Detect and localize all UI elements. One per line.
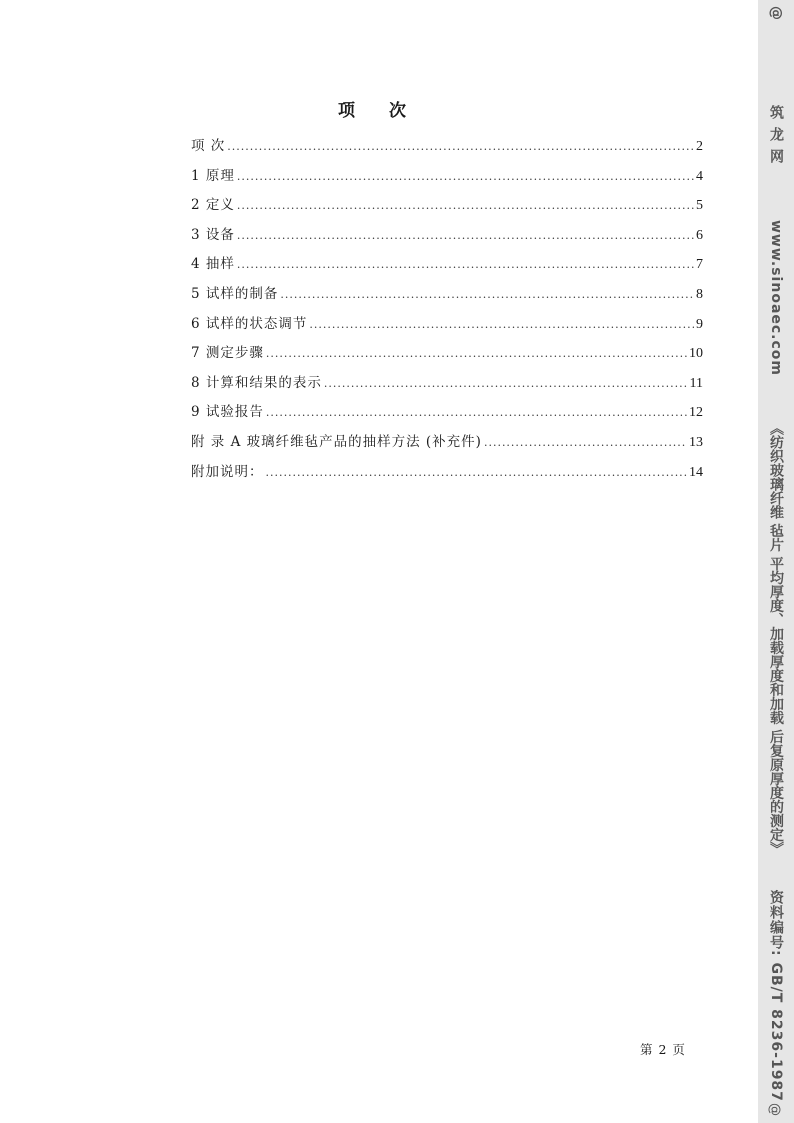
sidebar-url: www.sinoaec.com	[768, 219, 784, 376]
toc-page-number: 12	[689, 405, 703, 421]
sidebar-at-symbol: @	[768, 6, 784, 20]
toc-leader-dots	[309, 314, 694, 336]
toc-page-number: 11	[689, 375, 703, 391]
toc-label: 附加说明：	[191, 463, 264, 480]
toc-row[interactable]	[191, 135, 703, 165]
toc-leader-dots	[237, 166, 694, 188]
toc-page-number: 9	[696, 316, 703, 332]
toc-leader-dots	[227, 136, 694, 158]
toc-row[interactable]	[191, 342, 703, 372]
toc-leader-dots	[266, 343, 687, 365]
watermark-sidebar	[758, 0, 794, 1123]
toc-row[interactable]	[191, 224, 703, 254]
toc-leader-dots	[280, 284, 694, 306]
toc-page-number: 13	[689, 434, 703, 450]
toc-label: 项 次	[191, 138, 226, 154]
toc-row[interactable]	[191, 194, 703, 224]
sidebar-document-title: 《纺织玻璃纤维 毡片 平均厚度、加载厚度和加载 后复原厚度的测定》	[768, 420, 784, 856]
table-of-contents	[191, 135, 703, 490]
toc-row[interactable]	[191, 461, 703, 491]
toc-leader-dots	[237, 195, 694, 217]
toc-page-number: 8	[696, 286, 703, 302]
toc-page-number: 2	[696, 139, 703, 154]
toc-row[interactable]	[191, 253, 703, 283]
toc-page-number: 10	[689, 346, 703, 362]
page-number-footer: 第 2 页	[640, 1042, 686, 1057]
toc-label: 3 设备	[191, 226, 235, 243]
toc-label: 5 试样的制备	[191, 285, 279, 302]
toc-row[interactable]	[191, 313, 703, 343]
toc-page-number: 6	[696, 227, 703, 243]
toc-row[interactable]	[191, 165, 703, 195]
toc-page-number: 14	[689, 464, 703, 480]
toc-label: 4 抽样	[191, 256, 235, 273]
toc-label: 2 定义	[191, 197, 235, 214]
toc-leader-dots	[324, 373, 688, 395]
toc-leader-dots	[237, 254, 694, 276]
toc-leader-dots	[237, 225, 694, 247]
toc-page-number: 4	[696, 168, 703, 184]
sidebar-site-name: 筑龙网	[768, 104, 784, 171]
toc-leader-dots	[266, 462, 688, 484]
toc-leader-dots	[484, 432, 687, 454]
sidebar-at-symbol-bottom: @	[767, 1103, 782, 1116]
toc-label: 8 计算和结果的表示	[191, 374, 322, 391]
toc-label: 9 试验报告	[191, 404, 264, 421]
sidebar-text	[766, 6, 786, 1102]
sidebar-document-code: 资料编号: GB/T 8236-1987	[768, 890, 784, 1103]
toc-label: 附 录 A 玻璃纤维毡产品的抽样方法 (补充件)	[191, 433, 482, 450]
toc-row[interactable]	[191, 401, 703, 431]
toc-row[interactable]	[191, 372, 703, 402]
toc-label: 1 原理	[191, 167, 235, 184]
toc-page-number: 5	[696, 198, 703, 214]
toc-page-number: 7	[696, 257, 703, 273]
toc-leader-dots	[266, 402, 687, 424]
toc-row[interactable]	[191, 283, 703, 313]
page-title: 项 次	[338, 101, 420, 121]
toc-row[interactable]	[191, 431, 703, 461]
toc-label: 6 试样的状态调节	[191, 315, 308, 332]
toc-label: 7 测定步骤	[191, 345, 264, 362]
